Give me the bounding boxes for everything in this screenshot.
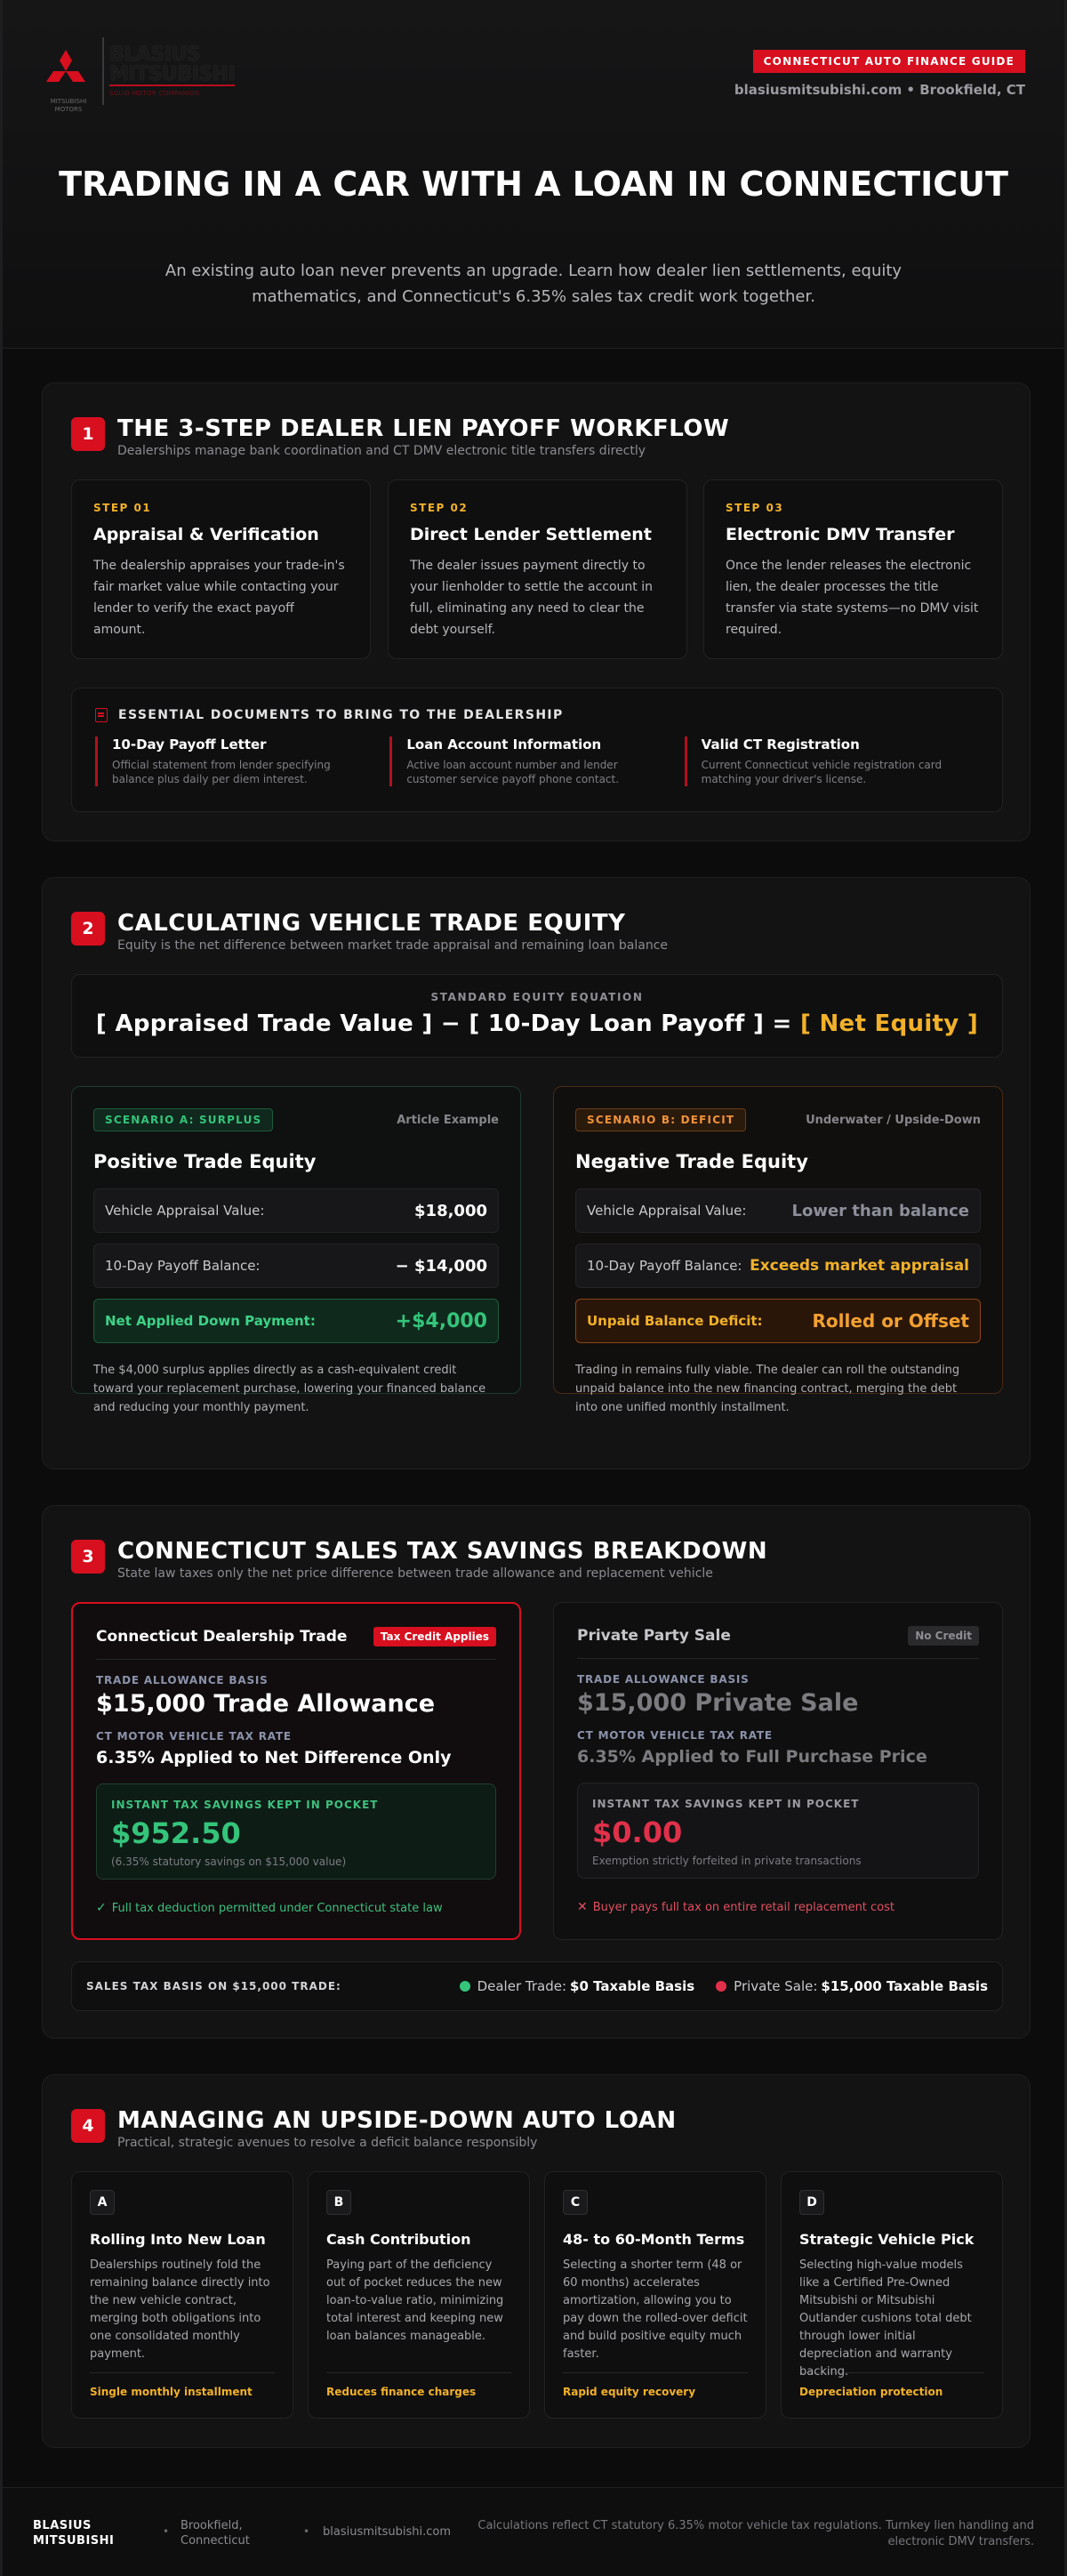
tax-card-title: Connecticut Dealership Trade: [96, 1628, 348, 1646]
header-meta: [734, 50, 1025, 98]
option-title: Rolling Into New Loan: [90, 2231, 266, 2248]
scenario-badge: SCENARIO A: SURPLUS: [93, 1108, 273, 1131]
step-title: Electronic DMV Transfer: [726, 525, 955, 544]
brand-name-line2: MITSUBISHI: [109, 63, 236, 85]
section-header: [71, 910, 668, 953]
option-benefit: Rapid equity recovery: [563, 2386, 696, 2398]
document-item-body: Current Connecticut vehicle registration card matching your driver's license.: [701, 759, 943, 785]
step-kicker: STEP 02: [410, 502, 469, 514]
tax-footer-text: Buyer pays full tax on entire retail replacement cost: [592, 1900, 895, 1914]
document-icon: [95, 708, 108, 722]
step-card: [703, 479, 1003, 659]
rate-value: 6.35% Applied to Full Purchase Price: [577, 1747, 927, 1767]
step-title: Appraisal & Verification: [93, 525, 319, 544]
savings-box: [96, 1783, 496, 1880]
section-lien-payoff: [42, 382, 1031, 841]
basis-bar-label: SALES TAX BASIS ON $15,000 TRADE:: [86, 1980, 341, 1992]
savings-value: $952.50: [111, 1816, 241, 1850]
red-dot-icon: [716, 1981, 726, 1992]
scenario-row-result: [93, 1299, 499, 1343]
document-item-body: Active loan account number and lender customer service payoff phone contact.: [406, 759, 620, 785]
section-subtitle: Dealerships manage bank coordination and CT DMV electronic title transfers directly: [117, 444, 646, 458]
footer-site-link[interactable]: blasiusmitsubishi.com: [323, 2525, 451, 2539]
brand-divider: [102, 37, 104, 105]
section-header: [71, 415, 729, 458]
footer-disclaimer: Calculations reflect CT statutory 6.35% motor vehicle tax regulations. Turnkey lien handling and electronic DMV transfers.: [477, 2519, 1034, 2548]
scenario-row: [575, 1188, 981, 1233]
section-title: MANAGING AN UPSIDE-DOWN AUTO LOAN: [117, 2107, 677, 2134]
savings-note: Exemption strictly forfeited in private transactions: [592, 1855, 862, 1867]
documents-panel: [71, 688, 1003, 812]
basis-label: TRADE ALLOWANCE BASIS: [96, 1674, 269, 1686]
rate-label: CT MOTOR VEHICLE TAX RATE: [577, 1729, 773, 1742]
section-title: CONNECTICUT SALES TAX SAVINGS BREAKDOWN: [117, 1538, 768, 1565]
option-title: 48- to 60-Month Terms: [563, 2231, 745, 2248]
option-benefit: Single monthly installment: [90, 2386, 253, 2398]
scenario-row-result: [575, 1299, 981, 1343]
tax-footer: [96, 1901, 496, 1915]
equation-formula: [72, 1010, 1002, 1037]
close-icon: ✕: [577, 1900, 588, 1914]
documents-title: ESSENTIAL DOCUMENTS TO BRING TO THE DEALERSHIP: [118, 708, 564, 722]
dealer-trade-card: [71, 1602, 521, 1940]
scenario-footer: The $4,000 surplus applies directly as a cash-equivalent credit toward your replacement purchase, lowering your financed balance and reducing your monthly payment.: [93, 1364, 486, 1414]
brand-tagline: SOLID MOTOR COMPANION: [109, 90, 200, 97]
footer-location-line2: Connecticut: [181, 2534, 250, 2548]
section-title: THE 3-STEP DEALER LIEN PAYOFF WORKFLOW: [117, 415, 730, 442]
scenario-badge: SCENARIO B: DEFICIT: [575, 1108, 746, 1131]
step-body: The dealer issues payment directly to your lienholder to settle the account in full, eliminating any need to clear the debt yourself.: [410, 559, 653, 637]
option-card: [308, 2171, 530, 2419]
option-letter: C: [563, 2190, 588, 2215]
equity-equation: [71, 974, 1003, 1058]
scenario-deficit-card: [553, 1086, 1003, 1414]
section-number: 3: [71, 1540, 105, 1574]
tax-card-title: Private Party Sale: [577, 1627, 731, 1645]
legend-dealer-prefix: Dealer Trade:: [477, 1978, 567, 1994]
savings-label: INSTANT TAX SAVINGS KEPT IN POCKET: [111, 1799, 379, 1811]
step-kicker: STEP 01: [93, 502, 152, 514]
option-body: Dealerships routinely fold the remaining balance directly into the new vehicle contract, merging both obligations into one consolidated monthly payment.: [90, 2258, 270, 2361]
logo-subtext: MITSUBISHI MOTORS: [50, 98, 87, 113]
documents-list: [95, 737, 979, 786]
page-footer: [3, 2487, 1064, 2576]
page-subtitle: An existing auto loan never prevents an upgrade. Learn how dealer lien settlements, equity mathematics, and Connecticut's 6.35% sales tax credit work together.: [164, 262, 903, 306]
scenario-title: Positive Trade Equity: [93, 1151, 317, 1172]
guide-badge: CONNECTICUT AUTO FINANCE GUIDE: [753, 50, 1025, 73]
divider: [577, 1658, 979, 1659]
brand-logo[interactable]: [42, 37, 236, 113]
basis-value: $15,000 Trade Allowance: [96, 1690, 436, 1718]
brand-wordmark: [109, 45, 235, 97]
bullet-separator: •: [163, 2525, 170, 2538]
footer-location: [181, 2518, 250, 2548]
divider: [563, 2372, 748, 2373]
row-label: Vehicle Appraisal Value:: [105, 1203, 265, 1219]
document-item-body: Official statement from lender specifying balance plus daily per diem interest.: [112, 759, 331, 785]
divider: [326, 2372, 511, 2373]
step-title: Direct Lender Settlement: [410, 525, 652, 544]
scenario-surplus-card: [71, 1086, 521, 1414]
row-label: Net Applied Down Payment:: [105, 1313, 316, 1329]
option-card: [71, 2171, 293, 2419]
option-benefit: Depreciation protection: [799, 2386, 943, 2398]
rate-label: CT MOTOR VEHICLE TAX RATE: [96, 1730, 292, 1743]
mitsubishi-diamonds-icon: [42, 48, 90, 113]
section-subtitle: Equity is the net difference between market trade appraisal and remaining loan balance: [117, 938, 669, 953]
check-icon: ✓: [96, 1901, 107, 1915]
footer-brand-line2: MITSUBISHI: [33, 2534, 115, 2548]
document-item: [685, 737, 959, 786]
tax-credit-badge: Tax Credit Applies: [373, 1627, 496, 1646]
document-item-title: Loan Account Information: [406, 737, 602, 753]
section-subtitle: State law taxes only the net price difference between trade allowance and replacement vehicle: [117, 1566, 713, 1581]
row-value: Lower than balance: [791, 1201, 969, 1220]
basis-legend: [460, 1978, 988, 1994]
option-letter: D: [799, 2190, 824, 2215]
divider: [96, 1659, 496, 1660]
equation-result: [ Net Equity ]: [799, 1010, 979, 1037]
equation-kicker: STANDARD EQUITY EQUATION: [430, 991, 644, 1003]
section-sales-tax: [42, 1505, 1031, 2039]
savings-label: INSTANT TAX SAVINGS KEPT IN POCKET: [592, 1798, 860, 1810]
legend-dealer-value: $0 Taxable Basis: [570, 1978, 695, 1994]
row-label: Unpaid Balance Deficit:: [587, 1313, 763, 1329]
row-value: +$4,000: [395, 1309, 487, 1332]
row-value: $18,000: [414, 1201, 487, 1220]
tax-basis-bar: [71, 1961, 1003, 2011]
scenario-row: [93, 1188, 499, 1233]
private-sale-card: [553, 1602, 1003, 1940]
brand-name-line1: BLASIUS: [109, 44, 201, 66]
savings-note: (6.35% statutory savings on $15,000 value): [111, 1856, 347, 1868]
divider: [90, 2372, 275, 2373]
document-item-title: 10-Day Payoff Letter: [112, 737, 267, 753]
option-body: Selecting high-value models like a Certified Pre-Owned Mitsubishi or Mitsubishi Outlander cushions total debt through lower initial depreciation and warranty backing.: [799, 2258, 972, 2379]
hero-header: [3, 0, 1064, 349]
section-header: [71, 1538, 767, 1581]
footer-location-line1: Brookfield,: [181, 2519, 243, 2532]
option-title: Strategic Vehicle Pick: [799, 2231, 975, 2248]
step-body: The dealership appraises your trade-in's fair market value while contacting your lender to verify the exact payoff amount.: [93, 559, 345, 637]
green-dot-icon: [460, 1981, 470, 1992]
section-header: [71, 2107, 677, 2150]
page-title: TRADING IN A CAR WITH A LOAN IN CONNECTICUT: [59, 165, 1008, 204]
option-body: Paying part of the deficiency out of pocket reduces the new loan-to-value ratio, minimizing total interest and keeping new loan balances manageable.: [326, 2258, 504, 2343]
option-card: [781, 2171, 1003, 2419]
row-value: Exceeds market appraisal: [750, 1257, 969, 1275]
savings-value: $0.00: [592, 1815, 683, 1849]
documents-heading: [95, 708, 979, 722]
scenario-note: Article Example: [397, 1113, 499, 1127]
row-value: Rolled or Offset: [812, 1310, 969, 1332]
equation-left: [ Appraised Trade Value ] − [ 10-Day Loan Payoff ] =: [95, 1010, 800, 1037]
footer-brand-line1: BLASIUS: [33, 2519, 92, 2532]
option-letter: A: [90, 2190, 115, 2215]
scenario-note: Underwater / Upside-Down: [806, 1113, 981, 1127]
document-item-title: Valid CT Registration: [701, 737, 860, 753]
section-number: 4: [71, 2109, 105, 2143]
savings-box: [577, 1783, 979, 1879]
scenario-title: Negative Trade Equity: [575, 1151, 808, 1172]
tax-footer-text: Full tax deduction permitted under Connecticut state law: [111, 1901, 443, 1915]
no-credit-badge: No Credit: [908, 1626, 979, 1646]
option-title: Cash Contribution: [326, 2231, 471, 2248]
scenario-row: [575, 1244, 981, 1288]
row-label: 10-Day Payoff Balance:: [105, 1258, 261, 1274]
option-body: Selecting a shorter term (48 or 60 months) accelerates amortization, allowing you to pay down the rolled-over deficit and build positive equity much faster.: [563, 2258, 748, 2361]
rate-value: 6.35% Applied to Net Difference Only: [96, 1748, 452, 1767]
scenario-footer: Trading in remains fully viable. The dealer can roll the outstanding unpaid balance into the new financing contract, merging the debt into one unified monthly installment.: [575, 1364, 960, 1414]
bullet-separator: •: [303, 2525, 310, 2538]
section-upside-down-loan: [42, 2074, 1031, 2448]
legend-private-prefix: Private Sale:: [734, 1978, 818, 1994]
step-card: [71, 479, 371, 659]
option-card: [544, 2171, 766, 2419]
row-value: − $14,000: [395, 1256, 487, 1276]
basis-label: TRADE ALLOWANCE BASIS: [577, 1673, 750, 1686]
tax-footer: [577, 1900, 979, 1914]
section-number: 2: [71, 912, 105, 946]
section-number: 1: [71, 417, 105, 451]
scenario-row: [93, 1244, 499, 1288]
step-card: [388, 479, 687, 659]
section-title: CALCULATING VEHICLE TRADE EQUITY: [117, 910, 626, 937]
row-label: 10-Day Payoff Balance:: [587, 1258, 742, 1274]
footer-brand[interactable]: [33, 2518, 114, 2548]
step-kicker: STEP 03: [726, 502, 784, 514]
section-trade-equity: [42, 877, 1031, 1469]
document-item: [95, 737, 370, 786]
step-body: Once the lender releases the electronic lien, the dealer processes the title transfer via state systems—no DMV visit required.: [726, 559, 979, 637]
option-benefit: Reduces finance charges: [326, 2386, 477, 2398]
basis-value: $15,000 Private Sale: [577, 1689, 859, 1717]
legend-private-value: $15,000 Taxable Basis: [821, 1978, 988, 1994]
section-subtitle: Practical, strategic avenues to resolve a deficit balance responsibly: [117, 2136, 538, 2150]
row-label: Vehicle Appraisal Value:: [587, 1203, 747, 1219]
option-letter: B: [326, 2190, 351, 2215]
header-site-line[interactable]: blasiusmitsubishi.com • Brookfield, CT: [734, 82, 1025, 98]
document-item: [389, 737, 664, 786]
